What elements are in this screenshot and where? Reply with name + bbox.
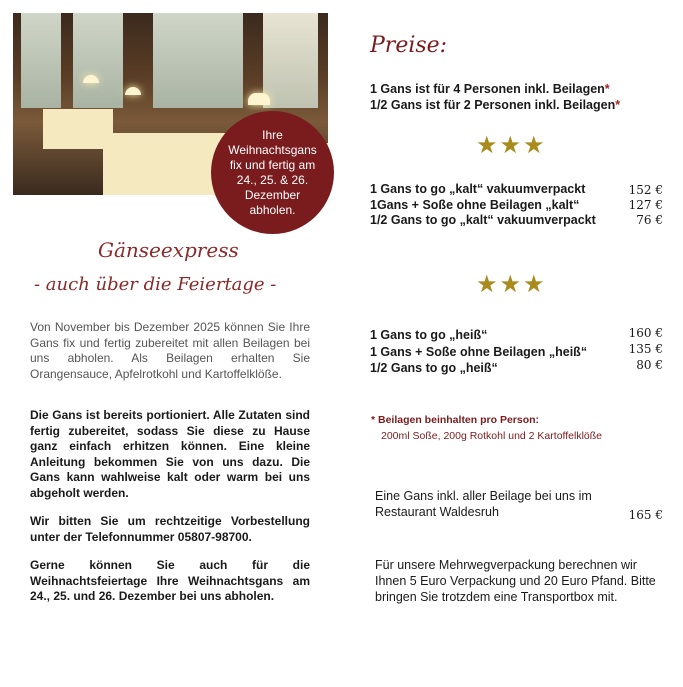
badge-text: Ihre Weihnachtsgans fix und fertig am 24., 25. & 26. Dezember abholen.: [228, 127, 317, 217]
left-subtitle: - auch über die Feiertage -: [34, 274, 277, 295]
portion-line-whole: 1 Gans ist für 4 Personen inkl. Beilagen*: [370, 82, 610, 96]
prices-heading: Preise:: [370, 33, 448, 58]
hot-item-label: 1 Gans + Soße ohne Beilagen „heiß“: [370, 345, 588, 359]
restaurant-line: Restaurant Waldesruh: [375, 505, 499, 519]
cold-item-label: 1Gans + Soße ohne Beilagen „kalt“: [370, 198, 580, 212]
restaurant-price: 165 €: [628, 508, 663, 522]
restaurant-line: Eine Gans inkl. aller Beilage bei uns im: [375, 489, 592, 503]
cold-item-price: 76 €: [636, 213, 663, 227]
left-title: Gänseexpress: [98, 238, 239, 262]
hot-item-price: 160 €: [628, 326, 663, 340]
sides-note-title: * Beilagen beinhalten pro Person:: [371, 414, 540, 426]
hot-item-label: 1/2 Gans to go „heiß“: [370, 361, 498, 375]
packaging-note: Für unsere Mehrwegverpackung berechnen wir Ihnen 5 Euro Verpackung und 20 Euro Pfand. Bitte bringen Sie trotzdem eine Transportbox mit.: [375, 558, 656, 604]
sides-note-body: 200ml Soße, 200g Rotkohl und 2 Kartoffelklöße: [381, 430, 603, 442]
hot-item-label: 1 Gans to go „heiß“: [370, 328, 488, 342]
intro-paragraph: Von November bis Dezember 2025 können Sie Ihre Gans fix und fertig zubereitet mit allen Beilagen bei uns abholen. Als Beilagen erhalten Sie Orangensauce, Apfelrotkohl und Kartoffelklöße.: [30, 320, 310, 381]
pickup-badge: [211, 111, 334, 234]
cold-item-price: 152 €: [628, 183, 663, 197]
cold-item-label: 1 Gans to go „kalt“ vakuumverpackt: [370, 182, 586, 196]
cold-item-price: 127 €: [628, 198, 663, 212]
stars-divider: ★★★: [476, 270, 547, 298]
hot-item-price: 135 €: [628, 342, 663, 356]
cold-item-label: 1/2 Gans to go „kalt“ vakuumverpackt: [370, 213, 596, 227]
holiday-paragraph: Gerne können Sie auch für die Weihnachtsfeiertage Ihre Weihnachtsgans am 24., 25. und 26. Dezember bei uns abholen.: [30, 558, 310, 603]
portion-line-half: 1/2 Gans ist für 2 Personen inkl. Beilagen*: [370, 98, 621, 112]
stars-divider: ★★★: [476, 131, 547, 159]
hot-item-price: 80 €: [636, 358, 663, 372]
preparation-paragraph: Die Gans ist bereits portioniert. Alle Zutaten sind fertig zubereitet, sodass Sie diese zu Hause ganz einfach erhitzen können. Eine kleine Anleitung bekommen Sie von uns dazu. Die Gans kann wahlweise kalt oder warm bei uns abgeholt werden.: [30, 408, 310, 500]
order-paragraph: Wir bitten Sie um rechtzeitige Vorbestellung unter der Telefonnummer 05807-98700.: [30, 514, 310, 544]
